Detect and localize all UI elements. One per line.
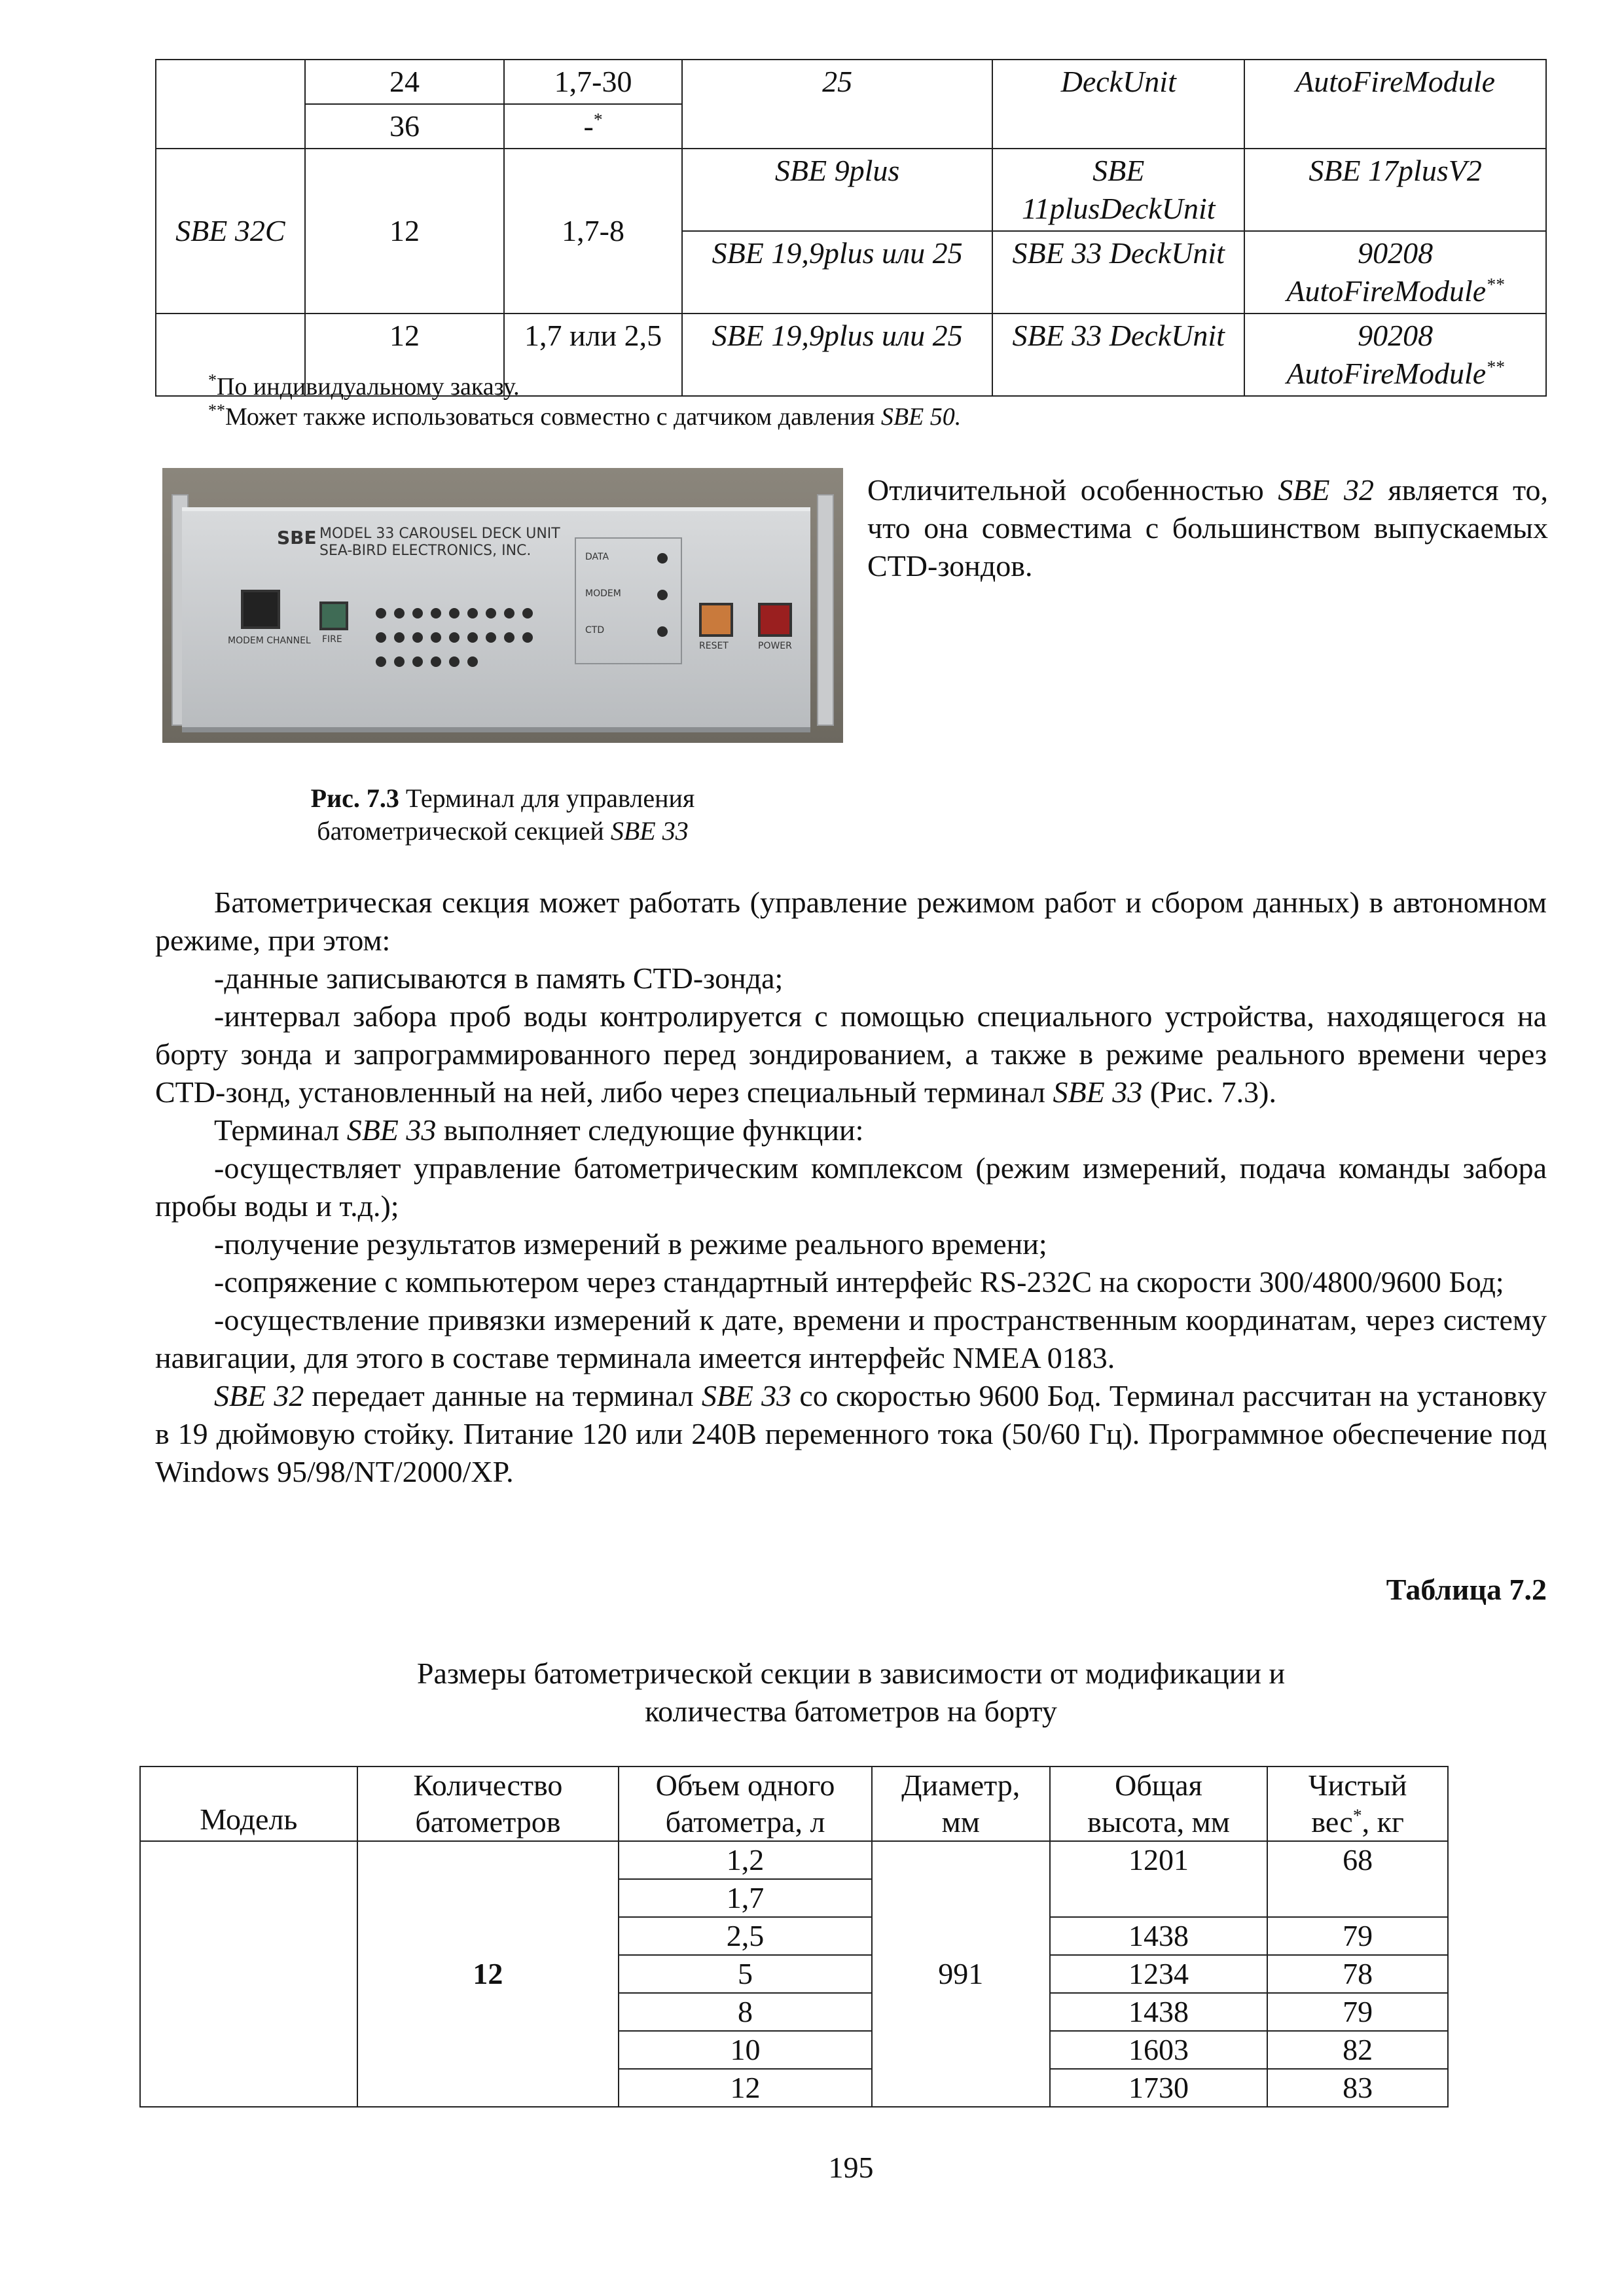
volume-cell: -* [504, 104, 682, 149]
footnote-mark: ** [208, 401, 225, 420]
volume-cell: 10 [619, 2031, 872, 2069]
height-cell: 1234 [1050, 1955, 1268, 1993]
weight-cell: 83 [1267, 2069, 1448, 2107]
height-cell: 1603 [1050, 2031, 1268, 2069]
count-cell: 12 [305, 149, 505, 314]
list-item: -осуществление привязки измерений к дате, времени и пространственным координатам, через систему навигации, для этого в составе терминала имеется интерфейс NMEA 0183. [155, 1303, 1547, 1374]
weight-cell: 68 [1267, 1841, 1448, 1917]
weight-cell: 78 [1267, 1955, 1448, 1993]
volume-cell: 12 [619, 2069, 872, 2107]
model-cell: SBE 32C [156, 149, 305, 314]
table-header-row [140, 1767, 1448, 1841]
panel-logo: SBE [277, 527, 317, 548]
column-header: Количество батометров [357, 1767, 619, 1841]
rack-handle [817, 494, 834, 726]
footnote-1: *По индивидуальному заказу. [208, 370, 520, 401]
table-number: Таблица 7.2 [1386, 1573, 1547, 1606]
deck-unit-cell: SBE 33 DeckUnit [992, 231, 1244, 314]
volume-cell: 1,7 или 2,5 [504, 314, 682, 396]
volume-cell: 1,2 [619, 1841, 872, 1879]
column-header: Объем одного батометра, л [619, 1767, 872, 1841]
bottle-led-grid [372, 603, 549, 675]
autofire-cell: 90208 AutoFireModule** [1244, 314, 1546, 396]
table-title: Размеры батометрической секции в зависимости от модификации и количества батометров на борту [416, 1657, 1286, 1728]
paragraph: Батометрическая секция может работать (управление режимом работ и сбором данных) в автономном режиме, при этом: [155, 886, 1547, 957]
column-header: Чистый вес*, кг [1267, 1767, 1448, 1841]
list-item: -сопряжение с компьютером через стандартный интерфейс RS-232C на скорости 300/4800/9600 Бод; [214, 1265, 1504, 1299]
footnote-mark: ** [1486, 274, 1504, 295]
volume-cell: 5 [619, 1955, 872, 1993]
deck-unit-cell: SBE 33 DeckUnit [992, 314, 1244, 396]
weight-cell: 79 [1267, 1917, 1448, 1955]
count-cell: 12 [357, 1841, 619, 2107]
count-cell: 36 [305, 104, 505, 149]
list-item: -интервал забора проб воды контролируется с помощью специального устройства, находящегося на борту зонда и запрограммированного перед зондированием, а также в режиме реального времени через CTD-зонд, установленный на ней, либо через специальный терминал SBE 33 (Рис. 7.3). [155, 999, 1547, 1109]
height-cell: 1438 [1050, 1917, 1268, 1955]
count-cell: 24 [305, 60, 505, 104]
panel-label: RESET [699, 641, 729, 651]
count-cell: 12 [305, 314, 505, 396]
footnote-mark: ** [1486, 356, 1504, 377]
footnote-mark: * [208, 370, 217, 390]
height-cell: 1201 [1050, 1841, 1268, 1917]
status-box: DATA MODEM CTD [575, 537, 682, 664]
model-cell [140, 1841, 357, 2107]
paragraph: SBE 32 передает данные на терминал SBE 33 со скоростью 9600 Бод. Терминал рассчитан на установку в 19 дюймовую стойку. Питание 120 или 240В переменного тока (50/60 Гц). Программное обеспечение под Windows 95/98/NT/2000/XP. [155, 1379, 1547, 1488]
column-header: Общая высота, мм [1050, 1767, 1268, 1841]
volume-cell: 1,7 [619, 1879, 872, 1917]
volume-cell: 8 [619, 1993, 872, 2031]
page-number: 195 [828, 2151, 874, 2184]
panel-label: FIRE [322, 634, 342, 645]
column-header: Модель [140, 1767, 357, 1841]
ctd-cell: SBE 9plus [682, 149, 992, 231]
volume-cell: 1,7-30 [504, 60, 682, 104]
front-panel [182, 507, 810, 732]
table-row [156, 149, 1546, 231]
ctd-cell: SBE 19,9plus или 25 [682, 231, 992, 314]
power-button [758, 603, 792, 637]
model-cell [156, 60, 305, 149]
reset-button [699, 603, 733, 637]
weight-cell: 82 [1267, 2031, 1448, 2069]
panel-label: MODEM CHANNEL [228, 636, 311, 646]
footnote-mark: * [593, 109, 603, 130]
ctd-cell: 25 [682, 60, 992, 149]
table-row [140, 1841, 1448, 1879]
figure-caption: Рис. 7.3 Терминал для управления батометрической секцией SBE 33 [310, 783, 695, 846]
volume-cell: 1,7-8 [504, 149, 682, 314]
ctd-cell: SBE 19,9plus или 25 [682, 314, 992, 396]
diameter-cell: 991 [872, 1841, 1050, 2107]
continuation-table [155, 59, 1547, 397]
deck-unit-cell: SBE 11plusDeckUnit [992, 149, 1244, 231]
dimensions-table [139, 1766, 1449, 2108]
figure-label: Рис. 7.3 [310, 783, 399, 813]
modem-switch [241, 590, 280, 629]
volume-cell: 2,5 [619, 1917, 872, 1955]
paragraph: Терминал SBE 33 выполняет следующие функции: [214, 1113, 864, 1147]
body-text [155, 884, 1547, 1491]
autofire-cell: 90208 AutoFireModule** [1244, 231, 1546, 314]
deck-unit-cell: DeckUnit [992, 60, 1244, 149]
side-paragraph: Отличительной особенностью SBE 32 является то, что она совместима с большинством выпускаемых CTD-зондов. [867, 473, 1549, 583]
terminal-photo [162, 468, 843, 743]
footnote-2: **Может также использоваться совместно с датчиком давления SBE 50. [208, 401, 962, 431]
autofire-cell: SBE 17plusV2 [1244, 149, 1546, 231]
height-cell: 1438 [1050, 1993, 1268, 2031]
weight-cell: 79 [1267, 1993, 1448, 2031]
panel-maker: SEA-BIRD ELECTRONICS, INC. [319, 543, 532, 559]
panel-label: POWER [758, 641, 792, 651]
fire-button [319, 601, 348, 630]
column-header: Диаметр, мм [872, 1767, 1050, 1841]
list-item: -получение результатов измерений в режиме реального времени; [214, 1227, 1047, 1261]
list-item: -данные записываются в память CTD-зонда; [214, 961, 784, 995]
height-cell: 1730 [1050, 2069, 1268, 2107]
autofire-cell: AutoFireModule [1244, 60, 1546, 149]
list-item: -осуществляет управление батометрическим комплексом (режим измерений, подача команды забора пробы воды и т.д.); [155, 1151, 1547, 1223]
panel-title: MODEL 33 CAROUSEL DECK UNIT [319, 526, 560, 542]
table-row [156, 60, 1546, 104]
